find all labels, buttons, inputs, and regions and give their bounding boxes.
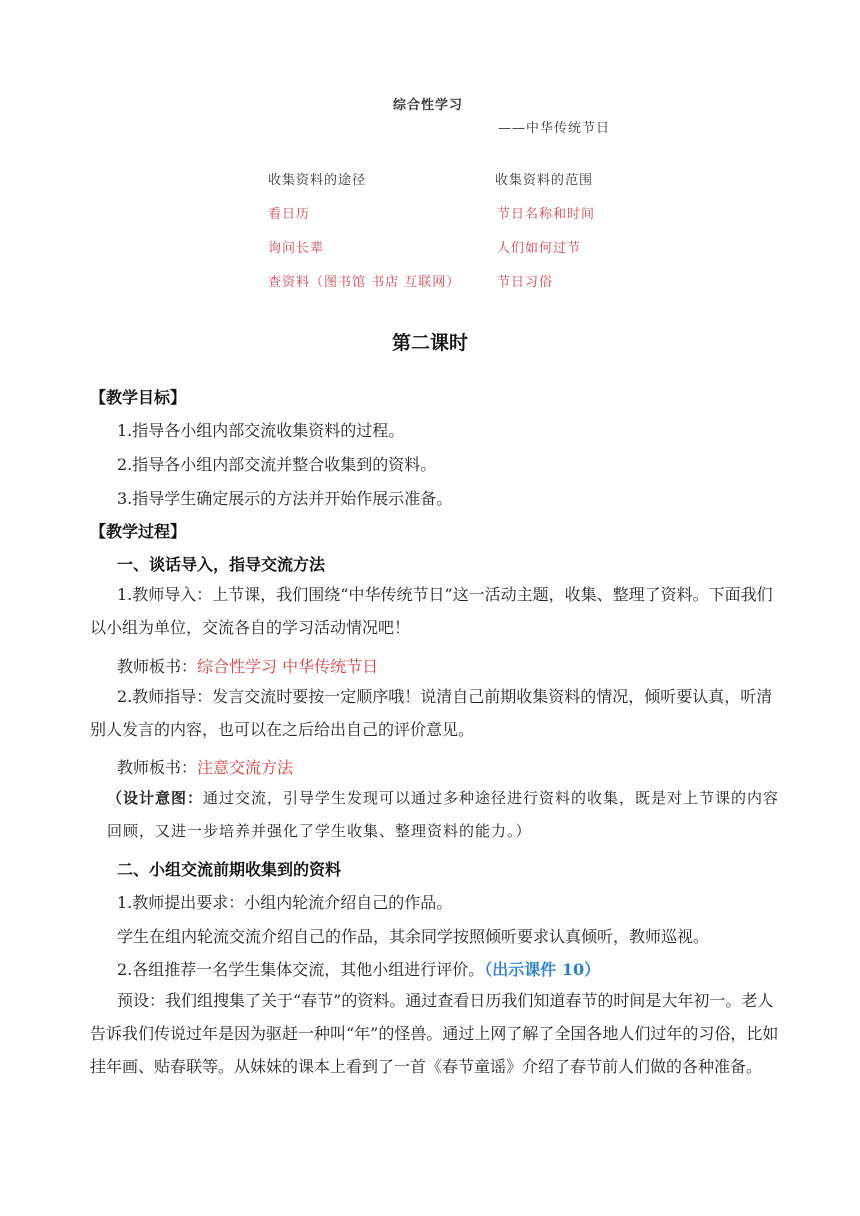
board-text: 综合性学习 中华传统节日 [197,657,379,676]
right-column-heading: 收集资料的范围 [495,173,594,188]
part2-student-activity: 学生在组内轮流交流介绍自己的作品，其余同学按照倾听要求认真倾听，教师巡视。 [117,927,710,946]
board-note-2 [117,755,293,778]
right-item: 节日习俗 [497,275,554,290]
process-heading: 【教学过程】 [90,522,187,541]
part1-heading: 一、谈话导入，指导交流方法 [117,555,326,574]
preset-paragraph [90,984,780,1083]
design-intent-paragraph [107,782,783,848]
preset-text: 预设：我们组搜集了关于“春节”的资料。通过查看日历我们知道春节的时间是大年初一。老人告诉我们传说过年是因为驱赶一种叫“年”的怪兽。通过上网了解了全国各地人们过年的习俗，比如挂年画、贴春联等。从妹妹的课本上看到了一首《春节童谣》介绍了春节前人们做的各种准备。 [90,991,779,1076]
right-item: 人们如何过节 [497,241,582,256]
design-intent-label: （设计意图： [107,789,204,807]
part1-guide-text: 2.教师指导：发言交流时要按一定顺序哦！说清自己前期收集资料的情况，倾听要认真，听清别人发言的内容，也可以在之后给出自己的评价意见。 [90,687,773,739]
right-item: 节日名称和时间 [497,207,596,222]
board-note-1 [117,654,378,677]
activity-subtitle: ——中华传统节日 [498,121,611,136]
part1-intro-paragraph [90,578,780,644]
goals-heading: 【教学目标】 [90,388,187,407]
activity-title: 综合性学习 [393,98,464,113]
left-item: 看日历 [268,207,311,222]
board-prefix: 教师板书： [117,657,198,676]
goal-item: 3.指导学生确定展示的方法并开始作展示准备。 [117,489,453,508]
part1-intro-text: 1.教师导入：上节课，我们围绕“中华传统节日”这一活动主题，收集、整理了资料。下面我们以小组为单位，交流各自的学习活动情况吧！ [90,585,773,637]
design-intent-text: 通过交流，引导学生发现可以通过多种途径进行资料的收集，既是对上节课的内容回顾，又进一步培养并强化了学生收集、整理资料的能力。） [107,789,780,840]
board-prefix: 教师板书： [117,758,198,777]
left-item: 询问长辈 [268,241,325,256]
board-text: 注意交流方法 [197,758,294,777]
part1-guide-paragraph [90,680,780,746]
goal-item: 1.指导各小组内部交流收集资料的过程。 [117,421,405,440]
goal-item: 2.指导各小组内部交流并整合收集到的资料。 [117,455,437,474]
part2-group-share [117,957,600,980]
left-item: 查资料（图书馆 书店 互联网） [268,275,461,290]
courseware-note: （出示课件 10） [484,960,601,979]
part2-requirement: 1.教师提出要求：小组内轮流介绍自己的作品。 [117,893,453,912]
lesson-title: 第二课时 [391,332,468,354]
part2-heading: 二、小组交流前期收集到的资料 [117,860,342,879]
part2-group-share-text: 2.各组推荐一名学生集体交流，其他小组进行评价。 [117,960,485,979]
left-column-heading: 收集资料的途径 [268,173,367,188]
